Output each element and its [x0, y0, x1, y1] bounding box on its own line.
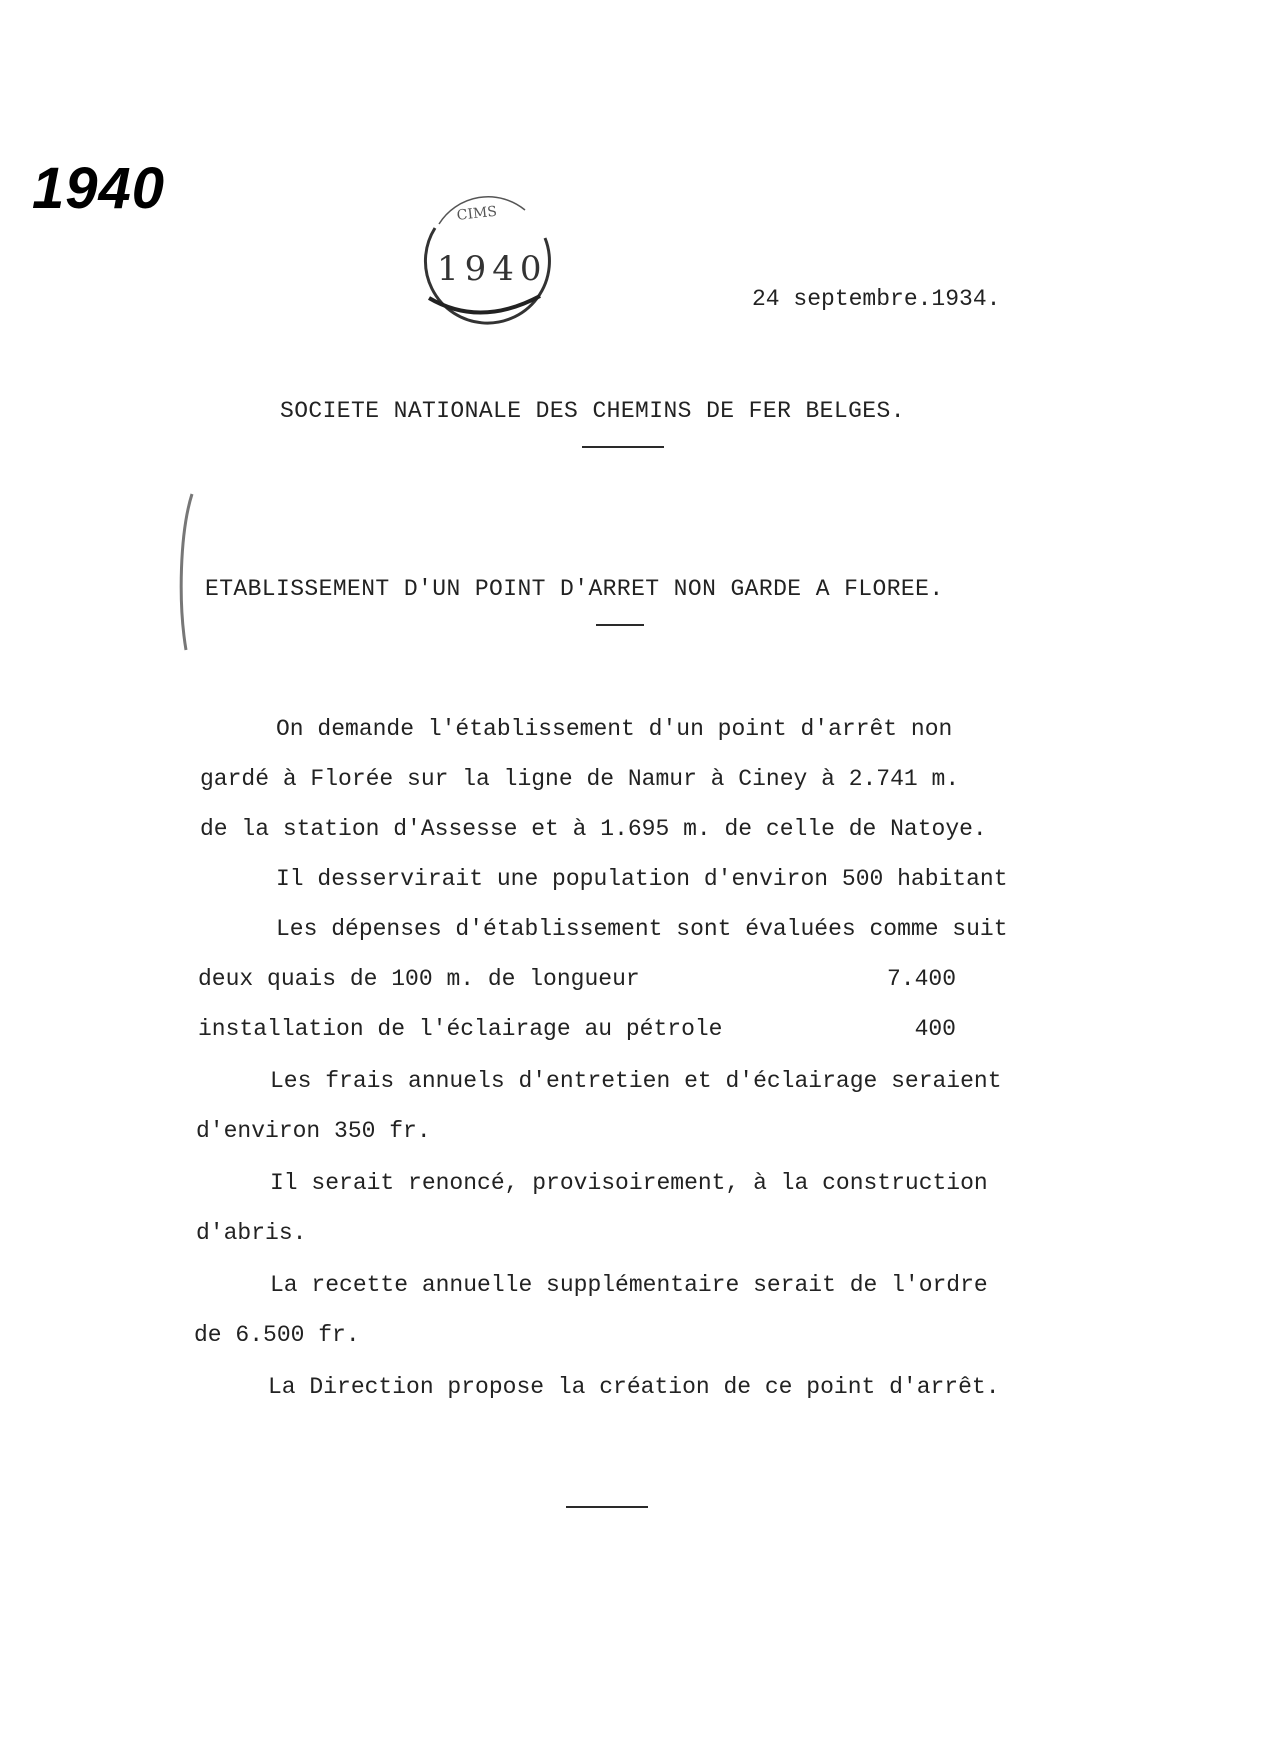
subject-heading: ETABLISSEMENT D'UN POINT D'ARRET NON GARDE A FLOREE.	[205, 576, 944, 602]
archive-stamp	[405, 188, 565, 338]
stamp-number: 1940	[437, 249, 548, 289]
cost-amount: 7.400	[886, 966, 956, 992]
cost-amount: 400	[914, 1016, 956, 1042]
body-line: Les dépenses d'établissement sont évaluées comme suit	[276, 916, 1008, 942]
subject-underline	[596, 624, 644, 626]
stamp-top-text: CIMS	[456, 203, 498, 224]
body-line: de 6.500 fr.	[194, 1322, 360, 1348]
body-line: La recette annuelle supplémentaire serait de l'ordre	[270, 1272, 988, 1298]
body-line: d'abris.	[196, 1220, 307, 1246]
letter-date: 24 septembre.1934.	[752, 286, 1001, 312]
body-line: Il serait renoncé, provisoirement, à la construction	[270, 1170, 988, 1196]
cost-label: installation de l'éclairage au pétrole	[198, 1016, 723, 1042]
document-number: 1940	[32, 156, 166, 221]
body-line: gardé à Florée sur la ligne de Namur à Ciney à 2.741 m.	[200, 766, 960, 792]
body-line: Il desservirait une population d'environ 500 habitant	[276, 866, 1008, 892]
margin-bracket-mark	[172, 492, 212, 652]
body-line: d'environ 350 fr.	[196, 1118, 431, 1144]
cost-label: deux quais de 100 m. de longueur	[198, 966, 640, 992]
body-line: La Direction propose la création de ce point d'arrêt.	[268, 1374, 1000, 1400]
body-line: On demande l'établissement d'un point d'arrêt non	[276, 716, 953, 742]
heading-underline	[582, 446, 664, 448]
body-line: de la station d'Assesse et à 1.695 m. de celle de Natoye.	[200, 816, 987, 842]
body-line: Les frais annuels d'entretien et d'éclairage seraient	[270, 1068, 1002, 1094]
closing-rule	[566, 1506, 648, 1508]
organization-heading: SOCIETE NATIONALE DES CHEMINS DE FER BELGES.	[280, 398, 905, 424]
